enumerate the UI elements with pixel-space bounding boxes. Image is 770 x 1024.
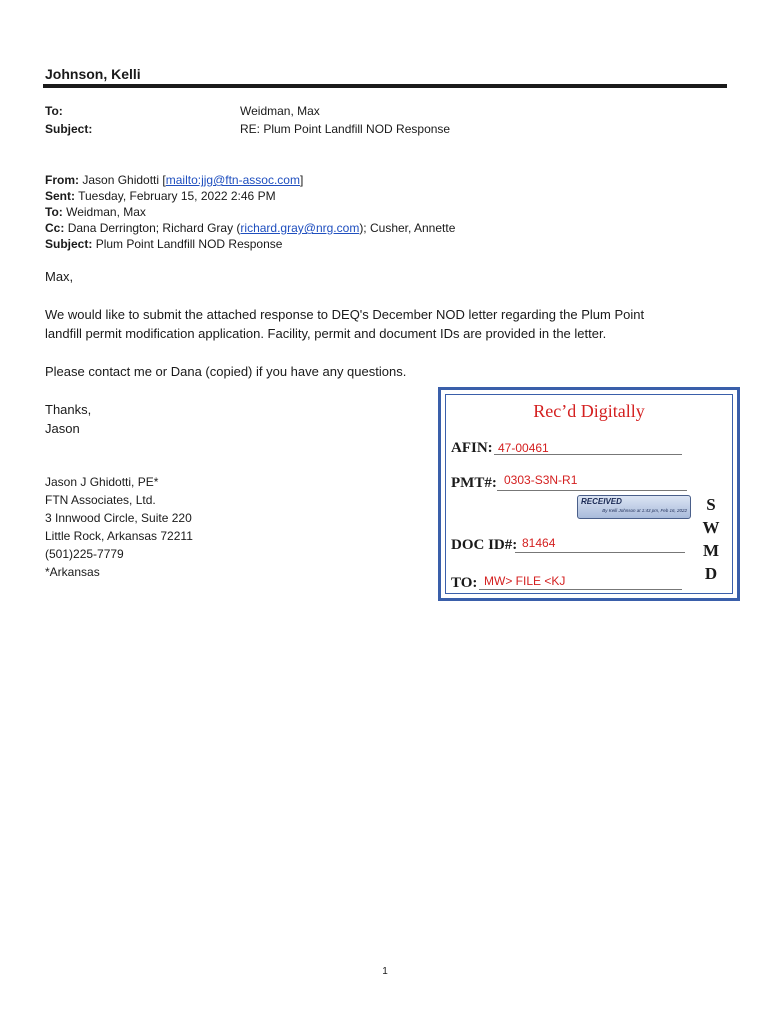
from-bracket: ] [299,173,304,187]
body-paragraph-line-1: We would like to submit the attached response to DEQ's December NOD letter regarding the Plum Point [45,307,645,322]
forwarded-cc [45,220,455,236]
forwarded-subject [45,236,282,252]
stamp-title: Rec’d Digitally [533,401,645,421]
forwarded-from [45,172,303,188]
fwd-subject-value: Plum Point Landfill NOD Response [95,237,283,251]
fwd-subject-label: Subject: [45,237,93,251]
signature-line: 3 Innwood Circle, Suite 220 [45,511,192,525]
pmt-value: 0303-S3N-R1 [504,473,578,487]
subject-value: RE: Plum Point Landfill NOD Response [240,122,451,136]
closing-name: Jason [45,421,80,436]
afin-label: AFIN: [451,440,493,456]
forwarded-to [45,204,146,220]
from-email-link[interactable]: mailto:jjg@ftn-assoc.com [165,173,300,187]
swmd-letter: D [704,564,718,583]
closing: Thanks, [45,402,92,417]
body-paragraph-2: Please contact me or Dana (copied) if you have any questions. [45,364,407,379]
forwarded-sent [45,188,276,204]
swmd-letter: W [702,518,720,537]
from-name: Jason Ghidotti [ [82,173,166,187]
cc-value-b: ); Cusher, Annette [359,221,456,235]
received-badge-title: RECEIVED [581,497,622,506]
signature-line: (501)225-7779 [45,547,124,561]
signature-line: Little Rock, Arkansas 72211 [45,529,193,543]
sent-value: Tuesday, February 15, 2022 2:46 PM [78,189,276,203]
signature-line: *Arkansas [45,565,100,579]
greeting: Max, [45,269,74,284]
page-number: 1 [382,966,388,977]
swmd-letter: M [702,541,720,560]
received-stamp [438,387,740,601]
header-divider [43,84,727,88]
to-value: Weidman, Max [240,104,320,118]
to-routing-value: MW> FILE <KJ [484,574,566,588]
cc-email-link[interactable]: richard.gray@nrg.com [240,221,360,235]
fwd-to-value: Weidman, Max [66,205,146,219]
pmt-label: PMT#: [451,475,497,491]
received-badge-detail: By Kelli Johnson at 1:43 pm, Feb 16, 2022 [602,508,687,513]
fwd-to-label: To: [45,205,63,219]
doc-id-value: 81464 [522,536,556,550]
cc-value-a: Dana Derrington; Richard Gray ( [67,221,241,235]
to-label: To: [45,104,63,118]
cc-label: Cc: [45,221,65,235]
swmd-letter: S [706,495,716,514]
body-paragraph-line-2: landfill permit modification application. Facility, permit and document IDs are provided in the letter. [45,326,607,341]
signature-line: Jason J Ghidotti, PE* [45,475,159,489]
to-routing-label: TO: [451,575,478,591]
sent-label: Sent: [45,189,75,203]
afin-value: 47-00461 [498,441,549,455]
sender-name: Johnson, Kelli [45,66,141,82]
received-badge [577,495,691,519]
from-label: From: [45,173,79,187]
stamp-inner-border [445,394,733,594]
subject-label: Subject: [45,122,93,136]
swmd-vertical-label [700,493,722,585]
doc-id-label: DOC ID#: [451,537,518,553]
signature-line: FTN Associates, Ltd. [45,493,156,507]
